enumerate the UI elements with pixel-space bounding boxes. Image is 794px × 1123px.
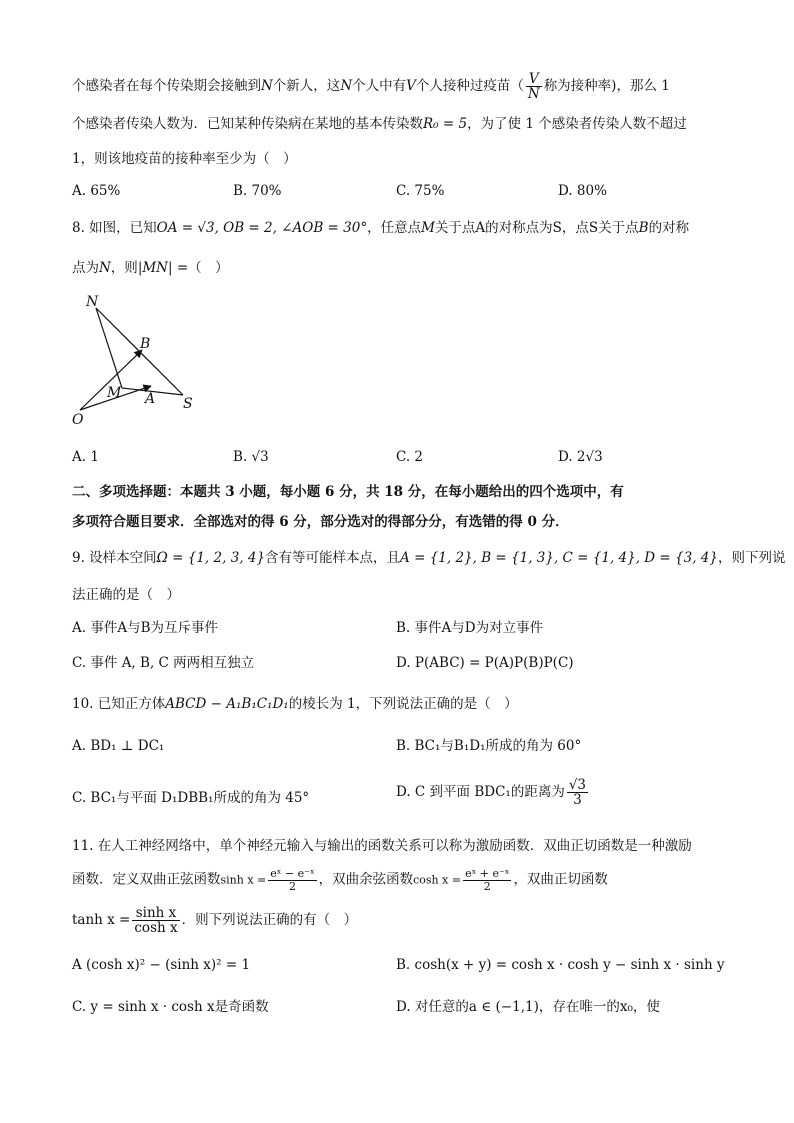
q11-text: ，双曲余弦函数 — [318, 871, 414, 888]
q8-text: 点为 — [72, 260, 99, 276]
math-var: M — [421, 220, 435, 236]
q8-line-2 — [72, 262, 229, 276]
label-o: O — [72, 412, 84, 428]
q10-line-1 — [72, 698, 518, 712]
q7-text: 个感染者在每个传染期会接触到 — [72, 78, 261, 95]
math-var: N — [340, 78, 353, 95]
math-var: V — [406, 78, 416, 95]
q10-option-d[interactable] — [396, 778, 590, 807]
q10-option-d-text: D. C 到平面 BDC₁的距离为 — [396, 784, 565, 801]
q7-option-a[interactable]: A. 65% — [72, 183, 121, 199]
math-expression: A = {1, 2}, B = {1, 3}, C = {1, 4}, D = {3, 4} — [400, 550, 718, 566]
section-2-heading-line-1: 二、多项选择题：本题共 3 小题，每小题 6 分，共 18 分，在每小题给出的四个选项中，有 — [72, 484, 624, 500]
fraction-numerator: eˣ + e⁻ˣ — [465, 867, 510, 880]
q9-text: 含有等可能样本点，且 — [265, 550, 401, 566]
math-expression: ABCD − A₁B₁C₁D₁ — [165, 696, 289, 712]
math-expression: |MN| = — [137, 260, 189, 276]
q9-option-b[interactable]: B. 事件A与D为对立事件 — [396, 620, 544, 636]
q11-text: ．则下列说法正确的有（ ） — [181, 912, 358, 929]
q8-option-b[interactable]: B. √3 — [233, 449, 269, 465]
math-expression: tanh x = — [72, 912, 131, 929]
q8-text: 关于点A的对称点为S，点S关于点 — [434, 220, 639, 236]
math-expression: Ω = {1, 2, 3, 4} — [156, 550, 266, 566]
q7-text: 称为接种率)，那么 1 — [543, 78, 670, 95]
label-a: A — [145, 391, 156, 407]
label-m: M — [107, 385, 122, 401]
q11-option-a[interactable]: A (cosh x)² − (sinh x)² = 1 — [72, 957, 251, 973]
math-expression: R₀ = 5 — [423, 116, 468, 132]
q8-text: ，任意点 — [367, 220, 422, 236]
segment-o-b — [80, 350, 142, 410]
q7-text: 个感染者传染人数为．已知某种传染病在某地的基本传染数 — [72, 116, 423, 132]
q7-option-c[interactable]: C. 75% — [396, 183, 445, 199]
q8-option-a[interactable]: A. 1 — [72, 449, 99, 465]
q10-text: 的棱长为 1，下列说法正确的是（ ） — [288, 696, 518, 712]
q7-text: 个人接种过疫苗（ — [415, 78, 524, 95]
q8-option-d[interactable]: D. 2√3 — [558, 449, 603, 465]
math-expression: OA = √3, OB = 2, ∠AOB = 30° — [156, 220, 368, 236]
vaccination-rate-fraction — [526, 72, 542, 101]
sinh-fraction — [268, 868, 316, 892]
q10-text: 10. 已知正方体 — [72, 696, 166, 712]
section-2-heading-line-2: 多项符合题目要求．全部选对的得 6 分，部分选对的得部分分，有选错的得 0 分． — [72, 514, 569, 530]
math-var: B — [638, 220, 649, 236]
math-var: N — [99, 260, 111, 276]
q7-text: 个新人，这 — [272, 78, 341, 95]
q8-text: 的对称 — [648, 220, 690, 236]
label-b: B — [140, 336, 151, 352]
q8-text: 8. 如图，已知 — [72, 220, 157, 236]
q9-option-c[interactable]: C. 事件 A, B, C 两两相互独立 — [72, 655, 255, 671]
label-n: N — [86, 294, 99, 310]
q11-text: 函数．定义双曲正弦函数 — [72, 871, 221, 888]
q11-option-c[interactable]: C. y = sinh x · cosh x是奇函数 — [72, 999, 269, 1015]
q9-option-a[interactable]: A. 事件A与B为互斥事件 — [72, 620, 219, 636]
q7-text: 个人中有 — [352, 78, 407, 95]
q8-option-c[interactable]: C. 2 — [396, 449, 424, 465]
fraction-denominator: cosh x — [134, 920, 178, 937]
fraction-denominator: 2 — [288, 879, 296, 893]
fraction-numerator: eˣ − e⁻ˣ — [270, 867, 315, 880]
q11-option-d[interactable]: D. 对任意的a ∈ (−1,1)，存在唯一的x₀，使 — [396, 999, 660, 1015]
q11-option-b[interactable]: B. cosh(x + y) = cosh x · cosh y − sinh x · sinh y — [396, 957, 725, 973]
q7-option-b[interactable]: B. 70% — [233, 183, 282, 199]
q9-text: ，则下列说 — [717, 550, 786, 566]
q11-line-3 — [72, 906, 357, 935]
q10-option-b[interactable]: B. BC₁与B₁D₁所成的角为 60° — [396, 738, 582, 754]
q11-line-1: 11. 在人工神经网络中，单个神经元输入与输出的函数关系可以称为激励函数．双曲正切函数是一种激励 — [72, 838, 692, 854]
q7-text: ，为了使 1 个感染者传染人数不超过 — [467, 116, 687, 132]
fraction-denominator: 2 — [483, 879, 491, 893]
fraction-numerator: sinh x — [132, 906, 179, 921]
q8-text: ，则 — [110, 260, 138, 276]
cosh-fraction — [463, 868, 511, 892]
fraction-denominator: 3 — [573, 792, 582, 809]
fraction-denominator: N — [527, 86, 540, 103]
math-var: N — [261, 78, 273, 95]
q8-vector-figure — [68, 293, 208, 433]
q9-text: 9. 设样本空间 — [72, 550, 157, 566]
q9-line-2: 法正确的是（ ） — [72, 587, 180, 603]
distance-fraction — [567, 778, 588, 807]
math-expression: cosh x = — [413, 873, 462, 887]
q8-line-1 — [72, 222, 689, 236]
q8-text: （ ） — [188, 260, 229, 276]
q9-option-d[interactable]: D. P(ABC) = P(A)P(B)P(C) — [396, 655, 574, 671]
q9-line-1 — [72, 552, 785, 566]
q7-line-3: 1，则该地疫苗的接种率至少为（ ） — [72, 151, 297, 167]
tanh-fraction — [132, 906, 179, 935]
fraction-numerator: √3 — [568, 777, 587, 793]
math-expression: sinh x = — [220, 873, 267, 887]
q7-line-2 — [72, 118, 687, 132]
q10-option-c[interactable]: C. BC₁与平面 D₁DBB₁所成的角为 45° — [72, 790, 310, 806]
q7-option-d[interactable]: D. 80% — [558, 183, 607, 199]
q7-line-1 — [72, 72, 670, 101]
label-s: S — [183, 396, 193, 412]
fraction-numerator: V — [526, 72, 542, 87]
q11-line-2 — [72, 868, 608, 892]
q10-option-a[interactable]: A. BD₁ ⊥ DC₁ — [72, 738, 165, 754]
segment-n-m — [96, 308, 122, 388]
q11-text: ，双曲正切函数 — [513, 871, 608, 888]
